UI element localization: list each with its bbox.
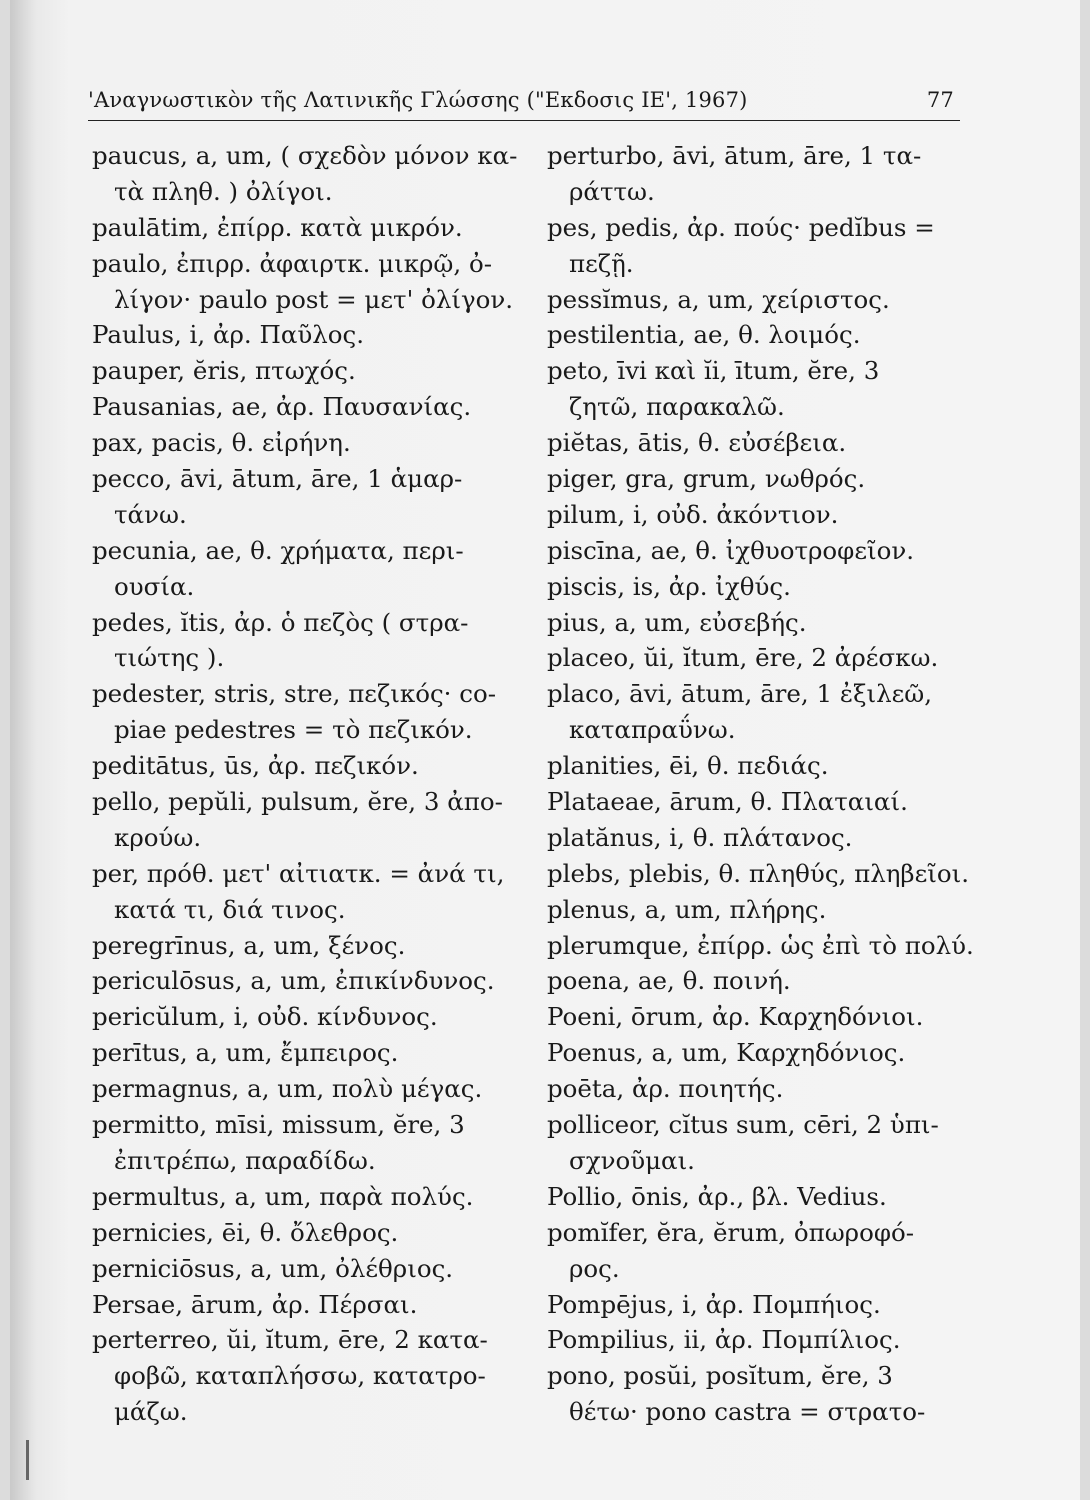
entry-continuation-line: ρος.	[569, 1253, 620, 1283]
header-rule	[88, 120, 960, 121]
dictionary-entry-line: plerumque, ἐπίρρ. ὡς ἐπὶ τὸ πολύ.	[547, 930, 974, 960]
dictionary-entry-line: piger, gra, grum, νωθρός.	[547, 464, 866, 494]
dictionary-entry-line: polliceor, cĭtus sum, cēri, 2 ὑπι-	[547, 1110, 939, 1140]
entry-continuation-line: ζητῶ, παρακαλῶ.	[569, 392, 785, 422]
dictionary-entry-line: pilum, i, οὐδ. ἀκόντιον.	[547, 499, 839, 529]
dictionary-entry-line: pedes, ĭtis, ἀρ. ὁ πεζὸς ( στρα-	[92, 607, 469, 637]
dictionary-entry-line: perterreo, ŭi, ĭtum, ēre, 2 κατα-	[92, 1325, 488, 1355]
page-sheet	[10, 0, 1080, 1500]
entry-continuation-line: κρούω.	[114, 822, 202, 852]
dictionary-entry-line: permultus, a, um, παρὰ πολύς.	[92, 1181, 474, 1211]
entry-continuation-line: θέτω· pono castra = στρατο-	[569, 1397, 926, 1427]
dictionary-entry-line: pius, a, um, εὐσεβής.	[547, 607, 807, 637]
dictionary-entry-line: placo, āvi, ātum, āre, 1 ἐξιλεῶ,	[547, 679, 933, 709]
dictionary-entry-line: pecunia, ae, θ. χρήματα, περι-	[92, 535, 464, 565]
entry-continuation-line: ράττω.	[569, 176, 655, 206]
dictionary-entry-line: pernicies, ēi, θ. ὄλεθρος.	[92, 1217, 399, 1247]
dictionary-entry-line: paulo, ἐπιρρ. ἀφαιρτκ. μικρῷ, ὀ-	[92, 248, 492, 278]
dictionary-entry-line: perturbo, āvi, ātum, āre, 1 τα-	[547, 141, 922, 170]
dictionary-entry-line: paulātim, ἐπίρρ. κατὰ μικρόν.	[92, 212, 463, 242]
dictionary-entry-line: pono, posŭi, posĭtum, ĕre, 3	[547, 1361, 893, 1391]
left-column	[92, 138, 518, 1430]
entry-continuation-line: κατά τι, διά τινος.	[114, 894, 346, 924]
header-title: 'Αναγνωστικὸν τῆς Λατινικῆς Γλώσσης ("Εκδοσις ΙΕ', 1967)	[88, 88, 748, 112]
entry-continuation-line: τιώτης ).	[114, 643, 225, 673]
dictionary-entry-line: perniciōsus, a, um, ὀλέθριος.	[92, 1253, 454, 1283]
right-column	[547, 138, 974, 1430]
entry-continuation-line: piae pedestres = τὸ πεζικόν.	[114, 715, 473, 745]
dictionary-entry-line: permagnus, a, um, πολὺ μέγας.	[92, 1074, 483, 1104]
dictionary-entry-line: Persae, ārum, ἀρ. Πέρσαι.	[92, 1289, 418, 1319]
dictionary-entry-line: pax, pacis, θ. εἰρήνη.	[92, 428, 351, 458]
dictionary-entry-line: paucus, a, um, ( σχεδὸν μόνον κα-	[92, 141, 518, 170]
dictionary-entry-line: pessĭmus, a, um, χείριστος.	[547, 284, 890, 314]
dictionary-entry-line: peregrīnus, a, um, ξένος.	[92, 930, 406, 960]
dictionary-entry-line: pomĭfer, ĕra, ĕrum, ὀπωροφό-	[547, 1217, 915, 1247]
dictionary-entry-line: piĕtas, ātis, θ. εὐσέβεια.	[547, 428, 847, 458]
entry-continuation-line: τάνω.	[114, 499, 187, 529]
dictionary-entry-line: periculōsus, a, um, ἐπικίνδυνος.	[92, 966, 495, 996]
dictionary-entry-line: pericŭlum, i, οὐδ. κίνδυνος.	[92, 1002, 438, 1032]
margin-mark	[26, 1440, 29, 1480]
dictionary-entry-line: Pompilius, ii, ἀρ. Πομπίλιος.	[547, 1325, 901, 1355]
dictionary-entry-line: Pollio, ōnis, ἀρ., βλ. Vedius.	[547, 1181, 887, 1211]
dictionary-entry-line: Pompējus, i, ἀρ. Πομπήιος.	[547, 1289, 881, 1319]
entry-continuation-line: τὰ πληθ. ) ὀλίγοι.	[114, 176, 333, 206]
dictionary-entry-line: Paulus, i, ἀρ. Παῦλος.	[92, 320, 365, 350]
dictionary-entry-line: planities, ēi, θ. πεδιάς.	[547, 751, 829, 781]
dictionary-entry-line: pestilentia, ae, θ. λοιμός.	[547, 320, 861, 350]
dictionary-entry-line: perītus, a, um, ἔμπειρος.	[92, 1038, 399, 1068]
dictionary-entry-line: pecco, āvi, ātum, āre, 1 ἁμαρ-	[92, 464, 463, 494]
dictionary-entry-line: peto, īvi καὶ ĭi, ītum, ĕre, 3	[547, 356, 880, 386]
page-number: 77	[926, 88, 954, 112]
entry-continuation-line: λίγον· paulo post = μετ' ὀλίγον.	[114, 284, 514, 314]
entry-continuation-line: καταπραΰνω.	[569, 715, 736, 745]
dictionary-entry-line: poena, ae, θ. ποινή.	[547, 966, 791, 996]
dictionary-entry-line: piscīna, ae, θ. ἰχθυοτροφεῖον.	[547, 535, 915, 565]
entry-continuation-line: μάζω.	[114, 1397, 188, 1427]
dictionary-entry-line: peditātus, ūs, ἀρ. πεζικόν.	[92, 751, 419, 781]
entry-continuation-line: πεζῇ.	[569, 248, 634, 278]
dictionary-entry-line: Poenus, a, um, Καρχηδόνιος.	[547, 1038, 906, 1068]
dictionary-entry-line: pauper, ĕris, πτωχός.	[92, 356, 356, 386]
dictionary-entry-line: pello, pepŭli, pulsum, ĕre, 3 ἀπο-	[92, 787, 503, 817]
entry-continuation-line: ἐπιτρέπω, παραδίδω.	[114, 1145, 376, 1175]
running-header	[88, 88, 958, 120]
dictionary-entry-line: placeo, ŭi, ĭtum, ēre, 2 ἀρέσκω.	[547, 643, 939, 673]
dictionary-entry-line: Poeni, ōrum, ἀρ. Καρχηδόνιοι.	[547, 1002, 924, 1032]
dictionary-entry-line: plebs, plebis, θ. πληθύς, πληβεῖοι.	[547, 858, 970, 888]
dictionary-entry-line: pedester, stris, stre, πεζικός· co-	[92, 679, 496, 709]
dictionary-entry-line: piscis, is, ἀρ. ἰχθύς.	[547, 571, 791, 601]
dictionary-entry-line: poēta, ἀρ. ποιητής.	[547, 1074, 784, 1104]
dictionary-entry-line: platănus, i, θ. πλάτανος.	[547, 822, 853, 852]
dictionary-entry-line: pes, pedis, ἀρ. πούς· pedĭbus =	[547, 212, 935, 242]
dictionary-entry-line: Plataeae, ārum, θ. Πλαταιαί.	[547, 787, 908, 817]
entry-continuation-line: φοβῶ, καταπλήσσω, κατατρο-	[114, 1361, 486, 1391]
entry-continuation-line: σχνοῦμαι.	[569, 1145, 695, 1175]
entry-continuation-line: ουσία.	[114, 571, 195, 601]
dictionary-entry-line: Pausanias, ae, ἀρ. Παυσανίας.	[92, 392, 472, 422]
dictionary-entry-line: per, πρόθ. μετ' αἰτιατκ. = ἀνά τι,	[92, 858, 505, 888]
dictionary-entry-line: permitto, mīsi, missum, ĕre, 3	[92, 1110, 465, 1140]
dictionary-entry-line: plenus, a, um, πλήρης.	[547, 894, 827, 924]
